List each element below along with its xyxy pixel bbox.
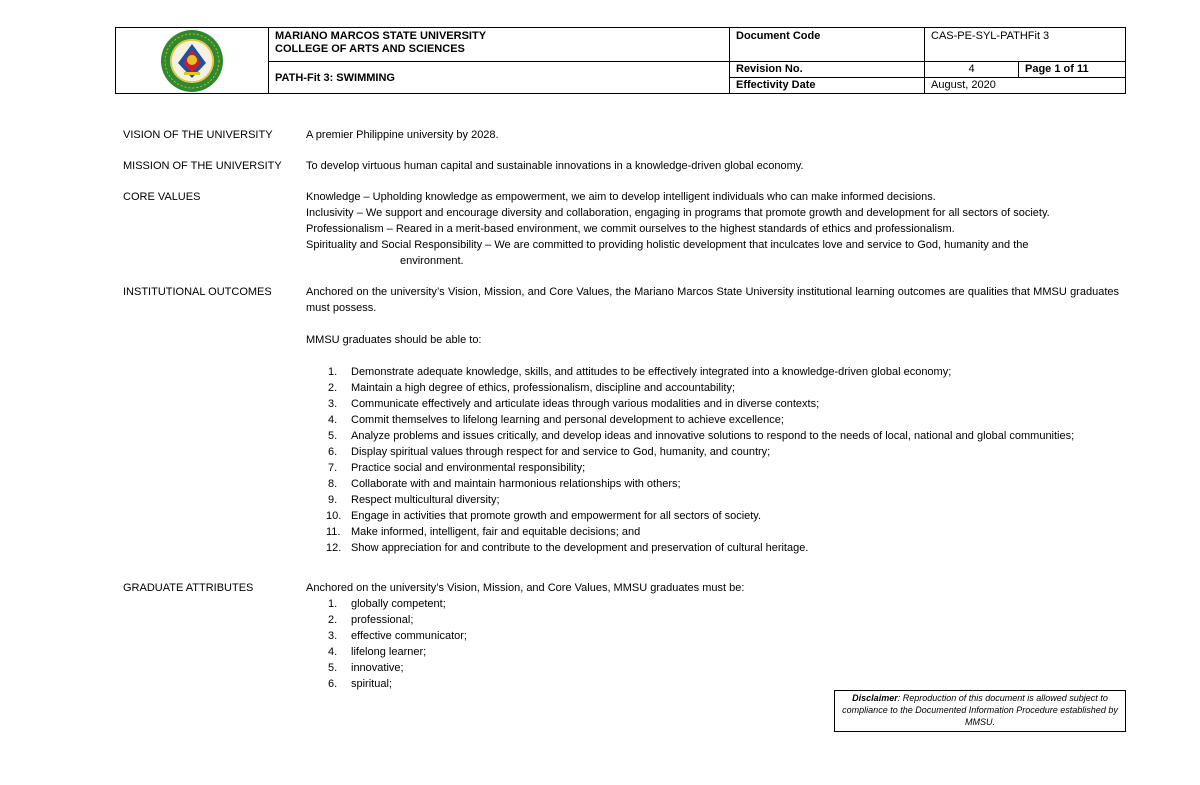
logo-cell xyxy=(115,27,269,94)
revision-value: 4 xyxy=(924,61,1019,78)
list-item: 8. Collaborate with and maintain harmonious relationships with others; xyxy=(328,478,681,490)
disclaimer-box xyxy=(834,690,1126,732)
document-code-label: Document Code xyxy=(729,27,925,62)
list-item: 2. Maintain a high degree of ethics, professionalism, discipline and accountability; xyxy=(328,382,735,394)
core-value-inclusivity: Inclusivity – We support and encourage diversity and collaboration, engaging in programs that promote growth and development for all sectors of society. xyxy=(306,207,1050,219)
mission-label: MISSION OF THE UNIVERSITY xyxy=(123,160,282,172)
graduate-attributes-list xyxy=(306,596,1119,692)
university-cell xyxy=(268,27,730,62)
core-value-professionalism: Professionalism – Reared in a merit-based environment, we commit ourselves to the highest standards of ethics and professionalism. xyxy=(306,223,955,235)
list-item: 11. Make informed, intelligent, fair and equitable decisions; and xyxy=(326,526,641,538)
list-item: 12. Show appreciation for and contribute to the development and preservation of cultural heritage. xyxy=(326,542,809,554)
core-value-spirituality-tail: environment. xyxy=(400,255,464,267)
list-item: 5. Analyze problems and issues critically, and develop ideas and innovative solutions to respond to the needs of local, national and global communities; xyxy=(328,430,1075,442)
list-item: 5. innovative; xyxy=(328,662,404,674)
core-value-knowledge: Knowledge – Upholding knowledge as empowerment, we aim to develop intelligent individuals who can make informed decisions. xyxy=(306,191,936,203)
list-item: 3. Communicate effectively and articulate ideas through various modalities and in diverse contexts; xyxy=(328,398,820,410)
institutional-outcomes-label: INSTITUTIONAL OUTCOMES xyxy=(123,286,272,298)
list-item: 9. Respect multicultural diversity; xyxy=(328,494,500,506)
core-values-label: CORE VALUES xyxy=(123,191,201,203)
list-item: 1. globally competent; xyxy=(328,598,446,610)
course-title: PATH-Fit 3: SWIMMING xyxy=(275,72,395,84)
document-code-value: CAS-PE-SYL-PATHFit 3 xyxy=(924,27,1126,62)
list-item: 2. professional; xyxy=(328,614,414,626)
institutional-outcomes-list xyxy=(306,364,1119,556)
list-item: 1. Demonstrate adequate knowledge, skills, and attitudes to be effectively integrated into a knowledge-driven global economy; xyxy=(328,366,952,378)
graduate-attributes-intro: Anchored on the university’s Vision, Mission, and Core Values, MMSU graduates must be: xyxy=(306,582,745,594)
list-item: 4. lifelong learner; xyxy=(328,646,427,658)
list-item: 7. Practice social and environmental responsibility; xyxy=(328,462,586,474)
graduate-attributes-label: GRADUATE ATTRIBUTES xyxy=(123,582,254,594)
effectivity-value: August, 2020 xyxy=(924,77,1126,94)
course-cell xyxy=(268,61,730,94)
list-item: 4. Commit themselves to lifelong learning and personal development to achieve excellence; xyxy=(328,414,784,426)
mmsu-seal-icon xyxy=(160,29,224,93)
institutional-outcomes-intro: Anchored on the university’s Vision, Mission, and Core Values, the Mariano Marcos State University institutional learning outcomes are qualities that MMSU graduates must possess. xyxy=(306,286,1119,314)
core-values-text xyxy=(306,189,1119,269)
list-item: 6. spiritual; xyxy=(328,678,392,690)
university-name: MARIANO MARCOS STATE UNIVERSITY xyxy=(275,30,487,42)
vision-label: VISION OF THE UNIVERSITY xyxy=(123,129,273,141)
college-name: COLLEGE OF ARTS AND SCIENCES xyxy=(275,43,465,55)
list-item: 3. effective communicator; xyxy=(328,630,467,642)
list-item: 6. Display spiritual values through respect for and service to God, humanity, and country; xyxy=(328,446,771,458)
mission-text: To develop virtuous human capital and sustainable innovations in a knowledge-driven global economy. xyxy=(306,160,804,172)
effectivity-label: Effectivity Date xyxy=(729,77,925,94)
page-number: Page 1 of 11 xyxy=(1018,61,1126,78)
core-value-spirituality: Spirituality and Social Responsibility – We are committed to providing holistic development that inculcates love and service to God, humanity and the xyxy=(306,239,1029,251)
revision-label: Revision No. xyxy=(729,61,925,78)
institutional-outcomes-lead: MMSU graduates should be able to: xyxy=(306,334,482,346)
list-item: 10. Engage in activities that promote growth and empowerment for all sectors of society. xyxy=(326,510,762,522)
document-header xyxy=(115,27,1126,94)
vision-text: A premier Philippine university by 2028. xyxy=(306,129,499,141)
disclaimer-label: Disclaimer xyxy=(852,693,898,703)
disclaimer-text: : Reproduction of this document is allowed subject to compliance to the Documented Information Procedure established by MMSU. xyxy=(842,693,1118,727)
